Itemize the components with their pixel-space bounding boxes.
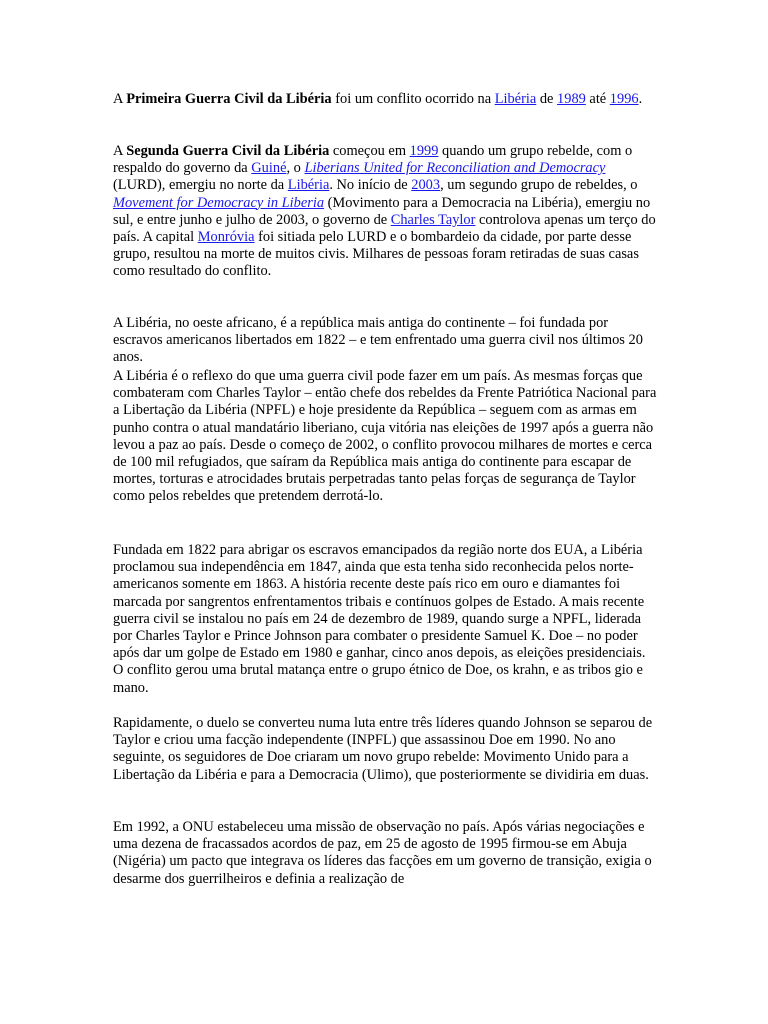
link-liberia[interactable]: Libéria bbox=[287, 177, 330, 194]
link-2003[interactable]: 2003 bbox=[411, 177, 441, 194]
link-charles-taylor[interactable]: Charles Taylor bbox=[390, 211, 476, 228]
bold-term-first-civil-war: Primeira Guerra Civil da Libéria bbox=[126, 91, 332, 107]
link-liberia[interactable]: Libéria bbox=[494, 91, 537, 107]
paragraph-history: Fundada em 1822 para abrigar os escravos emancipados da região norte dos EUA, a Libéria proclamou sua independência em 1847, ainda que esta tenha sido reconhecida pelos norte-americanos somente em 1863. A história recente deste país rico em ouro e diamantes foi marcada por sangrentos enfrentamentos tribais e contínuos golpes de Estado. A mais recente guerra civil se instalou no país em 24 de dezembro de 1989, quando surge a NPFL, liderada por Charles Taylor e Prince Johnson para combater o presidente Samuel K. Doe – no poder após dar um golpe de Estado em 1980 e ganhar, cinco anos depois, as eleições presidenciais. O conflito gerou uma brutal matança entre o grupo étnico de Doe, os krahn, e as tribos gio e mano. bbox=[113, 542, 646, 696]
paragraph-second-civil-war bbox=[113, 143, 658, 281]
text: de bbox=[536, 91, 558, 107]
paragraph-civil-war-reflection: A Libéria é o reflexo do que uma guerra civil pode fazer em um país. As mesmas forças que combateram com Charles Taylor – então chefe dos rebeldes da Frente Patriótica Nacional para a Libertação da Libéria (NPFL) e hoje presidente da República – seguem com as armas em punho contra o atual mandatário liberiano, cuja vitória nas eleições de 1997 após a guerra não levou a paz ao país. Desde o começo de 2002, o conflito provocou milhares de mortes e cerca de 100 mil refugiados, que saíram da República mais antiga do continente para escapar de mortes, torturas e atrocidades brutais perpetradas tanto pelas forças de segurança de Taylor como pelos rebeldes que pretendem derrotá-lo. bbox=[113, 368, 657, 505]
text: foi sitiada pelo LURD e o bombardeio da cidade, por parte desse grupo, resultou na morte de muitos civis. Milhares de pessoas foram retiradas de suas casas como resultado do conflito. bbox=[113, 229, 639, 280]
link-1989[interactable]: 1989 bbox=[557, 91, 586, 107]
text: . bbox=[638, 91, 643, 107]
paragraph-un-mission: Em 1992, a ONU estabeleceu uma missão de observação no país. Após várias negociações e uma dezena de fracassados acordos de paz, em 25 de agosto de 1995 firmou-se em Abuja (Nigéria) um pacto que integrava os líderes das facções em um governo de transição, exigia o desarme dos guerrilheiros e definia a realização de bbox=[113, 819, 652, 887]
text: até bbox=[585, 91, 610, 107]
bold-term-second-civil-war: Segunda Guerra Civil da Libéria bbox=[126, 143, 330, 159]
text: , um segundo grupo de rebeldes, o bbox=[440, 177, 638, 194]
text: (Movimento para a Democracia na Libéria), emergiu no sul, e entre junho e julho de 2003, o governo de bbox=[113, 194, 651, 228]
link-lurd[interactable]: Liberians United for Reconciliation and Democracy bbox=[304, 160, 606, 177]
paragraph-liberia-intro: A Libéria, no oeste africano, é a república mais antiga do continente – foi fundada por escravos americanos libertados em 1822 – e tem enfrentado uma guerra civil nos últimos 20 anos. bbox=[113, 315, 643, 366]
link-1999[interactable]: 1999 bbox=[409, 143, 439, 159]
text: quando um grupo rebelde, com o respaldo do governo da bbox=[113, 143, 633, 177]
link-monrovia[interactable]: Monróvia bbox=[197, 229, 255, 246]
text: (LURD), emergiu no norte da bbox=[113, 177, 288, 194]
text: A bbox=[113, 143, 127, 159]
link-model[interactable]: Movement for Democracy in Liberia bbox=[113, 194, 325, 211]
paragraph-first-civil-war bbox=[113, 91, 658, 108]
text: , o bbox=[286, 160, 305, 177]
text: foi um conflito ocorrido na bbox=[331, 91, 495, 107]
text: . No início de bbox=[329, 177, 412, 194]
link-1996[interactable]: 1996 bbox=[609, 91, 639, 107]
link-guine[interactable]: Guiné bbox=[251, 160, 287, 177]
text: começou em bbox=[329, 143, 410, 159]
text: controlova apenas um terço do país. A capital bbox=[113, 211, 656, 246]
text: A bbox=[113, 91, 127, 107]
paragraph-three-leaders: Rapidamente, o duelo se converteu numa luta entre três líderes quando Johnson se separou de Taylor e criou uma facção independente (INPFL) que assassinou Doe em 1990. No ano seguinte, os seguidores de Doe criaram um novo grupo rebelde: Movimento Unido para a Libertação da Libéria e para a Democracia (Ulimo), que posteriormente se dividiria em duas. bbox=[113, 715, 653, 783]
